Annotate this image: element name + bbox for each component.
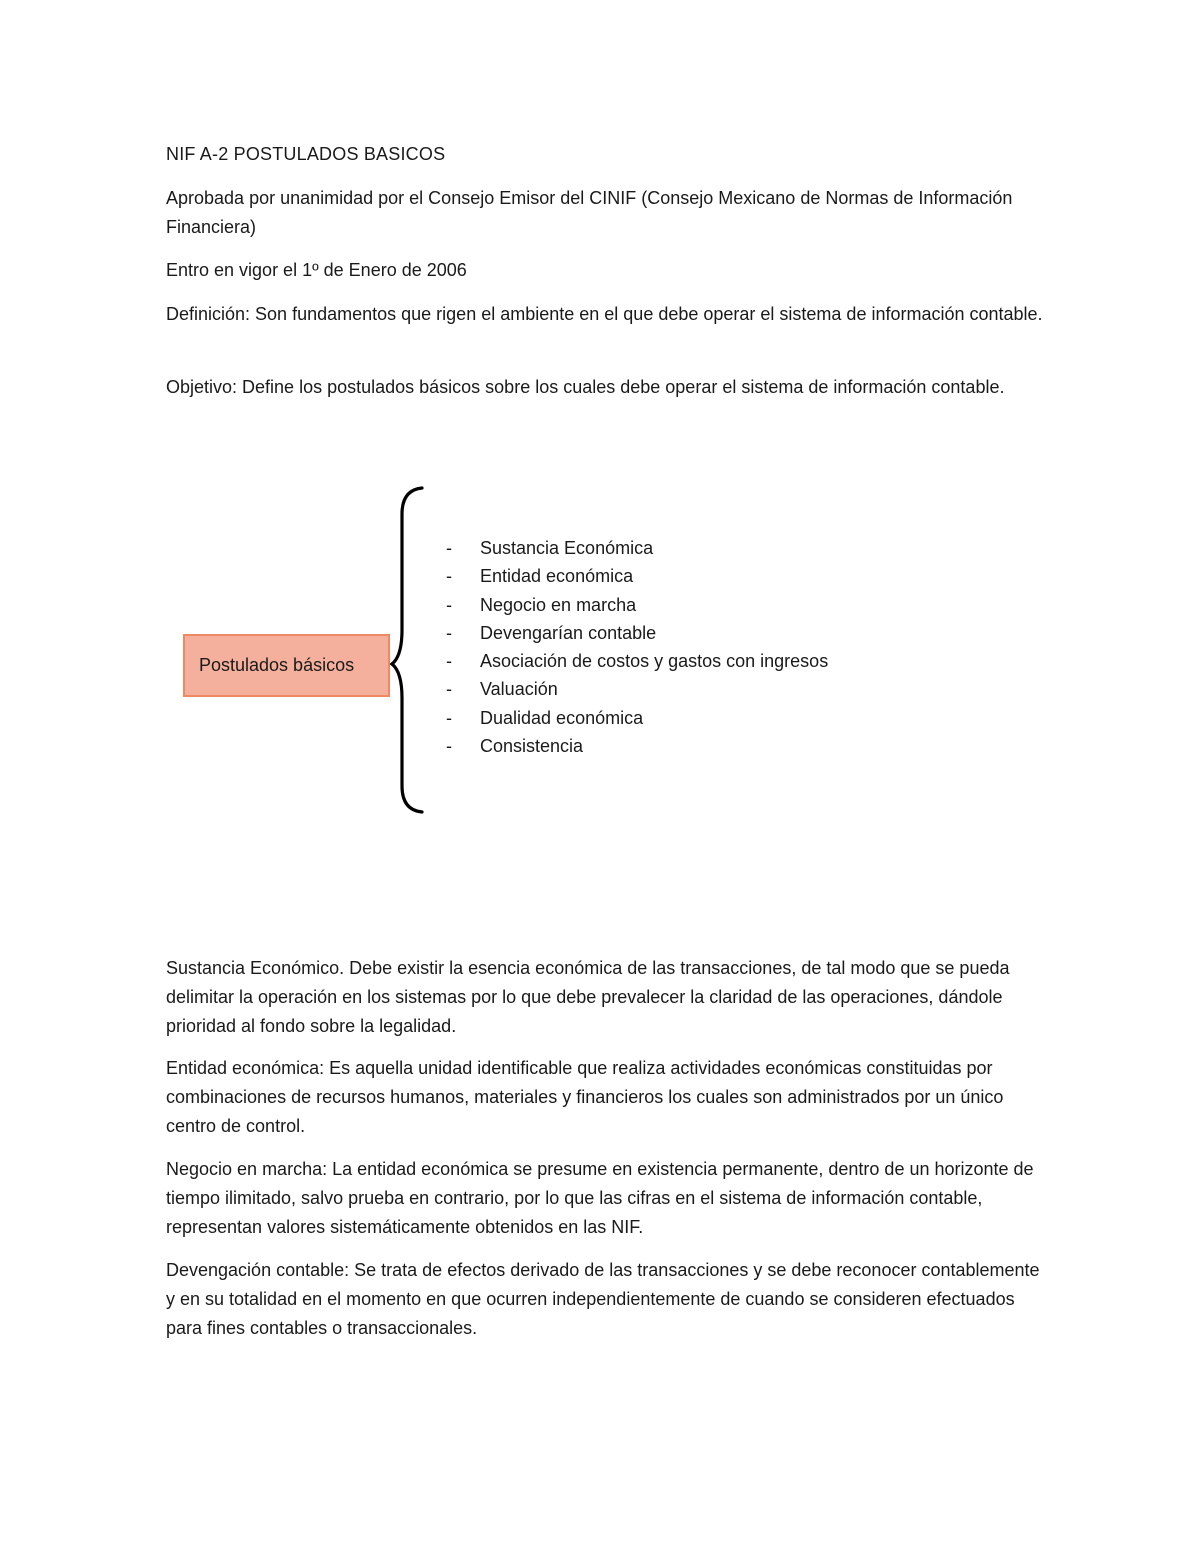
list-item: - Sustancia Económica [446,538,654,558]
list-item: - Consistencia [446,736,584,757]
list-item: - Entidad económica [446,566,634,587]
devengacion-paragraph: Devengación contable: Se trata de efectos derivado de las transacciones y se debe reconocer contablemente y en su totalidad en el momento en que ocurren independientemente de cuando se consideren efectuados para fines contables o transaccionales. [166,1260,1040,1338]
postulados-box [183,634,390,697]
postulados-list [446,534,828,760]
postulados-box-label: Postulados básicos [199,655,355,675]
list-item: - Dualidad económica [446,707,644,728]
sustancia-paragraph: Sustancia Económico. Debe existir la esencia económica de las transacciones, de tal modo que se pueda delimitar la operación en los sistemas por lo que debe prevalecer la claridad de las operaciones, dándole prioridad al fondo sobre la legalidad. [166,958,1010,1036]
list-item: - Asociación de costos y gastos con ingresos [446,651,829,672]
effective-date-paragraph: Entro en vigor el 1º de Enero de 2006 [166,260,467,280]
document-title: NIF A-2 POSTULADOS BASICOS [166,144,446,164]
curly-brace-icon [380,480,440,820]
entidad-paragraph: Entidad económica: Es aquella unidad identificable que realiza actividades económicas constituidas por combinaciones de recursos humanos, materiales y financieros los cuales son administrados por un único centro de control. [166,1058,1004,1136]
approval-paragraph: Aprobada por unanimidad por el Consejo Emisor del CINIF (Consejo Mexicano de Normas de Información Financiera) [166,188,1013,237]
list-item: - Negocio en marcha [446,594,637,615]
definition-paragraph: Definición: Son fundamentos que rigen el ambiente en el que debe operar el sistema de información contable. [166,304,1043,324]
list-item: - Devengarían contable [446,622,657,643]
list-item: - Valuación [446,679,558,700]
negocio-paragraph: Negocio en marcha: La entidad económica se presume en existencia permanente, dentro de un horizonte de tiempo ilimitado, salvo prueba en contrario, por lo que las cifras en el sistema de información contable, representan valores sistemáticamente obtenidos en las NIF. [166,1159,1034,1237]
objective-paragraph: Objetivo: Define los postulados básicos sobre los cuales debe operar el sistema de información contable. [166,377,1005,397]
